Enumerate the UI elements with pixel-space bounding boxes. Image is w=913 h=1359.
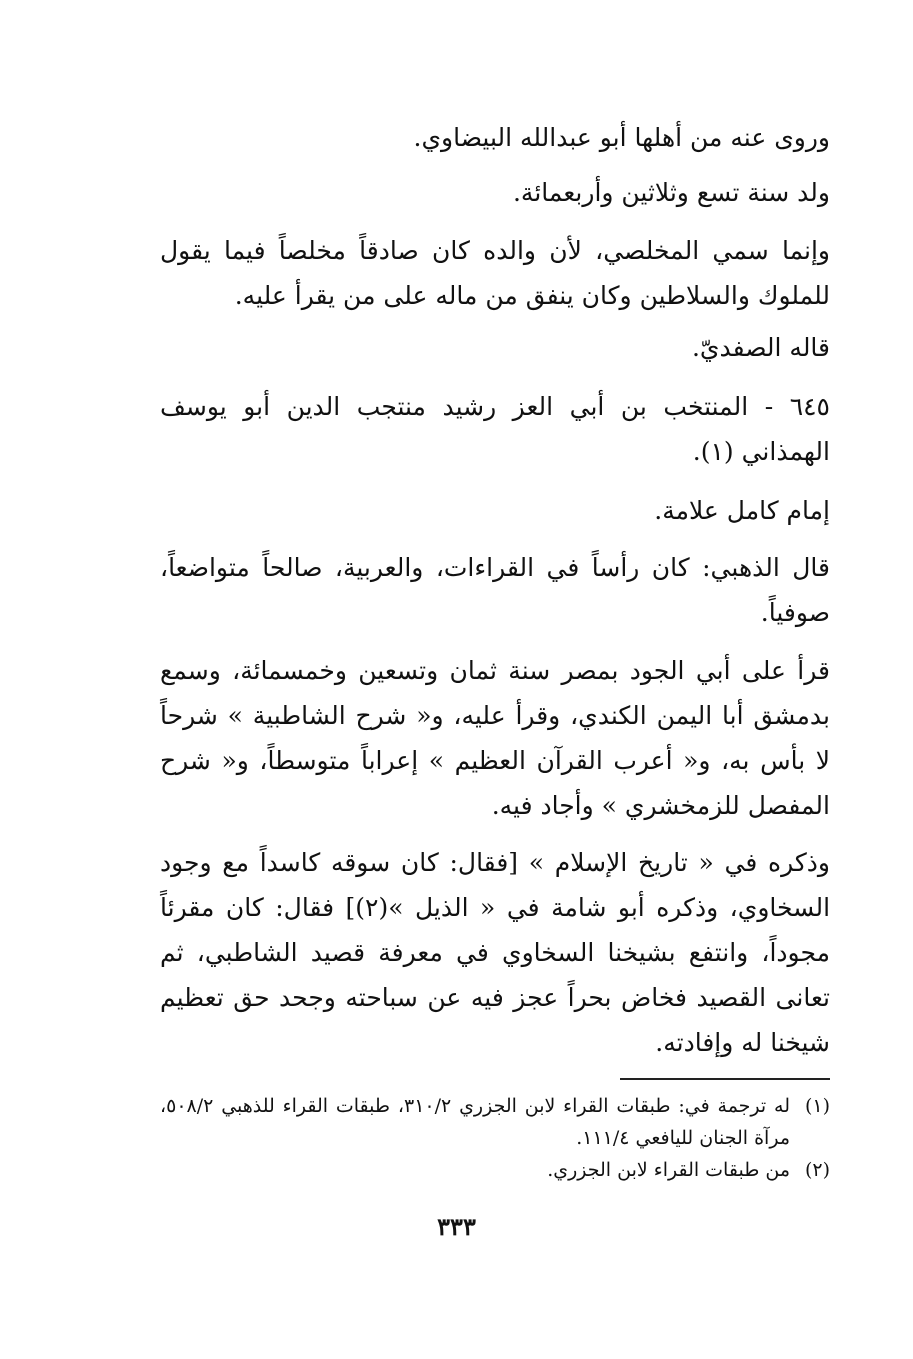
footnote-2 — [160, 1154, 830, 1186]
paragraph-dhahabi-quote: قال الذهبي: كان رأساً في القراءات، والعربية، صالحاً متواضعاً، صوفياً. — [160, 553, 830, 627]
paragraph-description: إمام كامل علامة. — [654, 496, 830, 525]
footnote-divider — [620, 1078, 830, 1080]
paragraph-mention: وذكره في « تاريخ الإسلام » [فقال: كان سوقه كاسداً مع وجود السخاوي، وذكره أبو شامة في « الذيل »(٢)] فقال: كان مقرئاً مجوداً، وانتفع بشيخنا السخاوي في معرفة قصيد الشاطبي، ثم تعانى القصيد فخاض بحراً عجز فيه عن سباحته وجحد حق تعظيم شيخنا له وإفادته. — [160, 848, 831, 1057]
footnote-number: (١) — [804, 1095, 830, 1117]
paragraph-birth-year: ولد سنة تسع وثلاثين وأربعمائة. — [512, 178, 830, 207]
footnotes-section — [160, 1090, 830, 1186]
footnote-text: له ترجمة في: طبقات القراء لابن الجزري ٣١٠/٢، طبقات القراء للذهبي ٥٠٨/٢، مرآة الجنان لليافعي ١١١/٤. — [160, 1095, 791, 1149]
paragraph-source-safadi: قاله الصفديّ. — [691, 333, 830, 362]
entry-heading-645: ٦٤٥ - المنتخب بن أبي العز رشيد منتجب الدين أبو يوسف الهمذاني (١). — [160, 392, 830, 466]
footnote-1 — [160, 1090, 830, 1154]
page-number: ٣٣٣ — [437, 1212, 476, 1241]
paragraph-name-origin: وإنما سمي المخلصي، لأن والده كان صادقاً مخلصاً فيما يقول للملوك والسلاطين وكان ينفق من ماله على من يقرأ عليه. — [160, 236, 830, 310]
footnote-text: من طبقات القراء لابن الجزري. — [547, 1159, 790, 1181]
paragraph-studies: قرأ على أبي الجود بمصر سنة ثمان وتسعين وخمسمائة، وسمع بدمشق أبا اليمن الكندي، وقرأ عليه، و« شرح الشاطبية » شرحاً لا بأس به، و« أعرب القرآن العظيم » إعراباً متوسطاً، و« شرح المفصل للزمخشري » وأجاد فيه. — [160, 656, 830, 820]
paragraph-narration: وروى عنه من أهلها أبو عبدالله البيضاوي. — [413, 123, 830, 152]
footnote-number: (٢) — [804, 1159, 830, 1181]
